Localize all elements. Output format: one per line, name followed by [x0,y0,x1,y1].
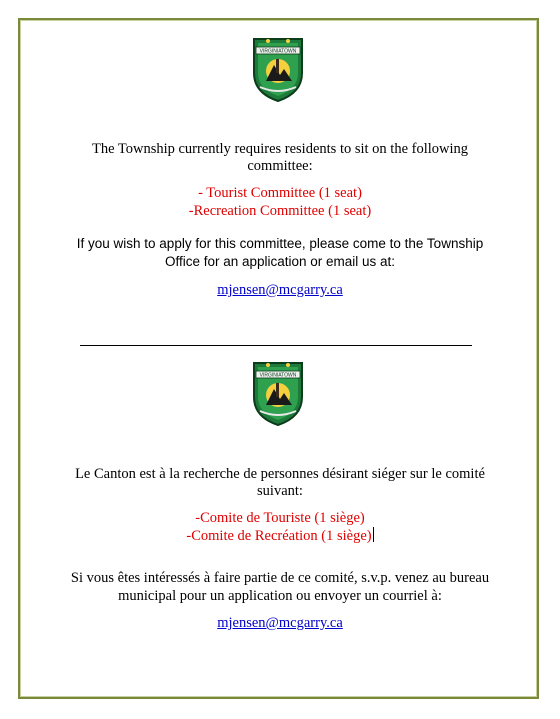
en-intro-line1: The Township currently requires residents to sit on the following [91,141,469,157]
text-cursor [373,527,374,542]
fr-apply-line1: Si vous êtes intéressés à faire partie de ce comité, s.v.p. venez au bureau [70,570,490,586]
fr-committee-2: -Comite de Recréation (1 siège) [186,528,372,544]
fr-apply-line2: municipal pour un application ou envoyer un courriel à: [118,588,442,604]
svg-text:VIRGINIATOWN: VIRGINIATOWN [259,372,297,379]
section-divider [80,345,472,346]
fr-email-link[interactable]: mjensen@mcgarry.ca [217,615,343,631]
fr-committee-1: -Comite de Touriste (1 siège) [195,510,365,526]
en-email-link[interactable]: mjensen@mcgarry.ca [217,282,343,298]
fr-intro-line1: Le Canton est à la recherche de personnes désirant siéger sur le comité [75,466,485,482]
en-committee-1: - Tourist Committee (1 seat) [198,185,362,201]
township-crest-logo-2 [250,357,306,427]
en-apply-line1: If you wish to apply for this committee, please come to the Township [76,236,484,251]
fr-committee-2-row [0,527,560,545]
en-apply-line2: Office for an application or email us at: [164,254,396,269]
svg-text:VIRGINIATOWN: VIRGINIATOWN [259,48,297,55]
fr-intro-line2: suivant: [257,483,303,499]
en-committee-2: -Recreation Committee (1 seat) [188,203,372,219]
township-crest-logo [250,33,306,103]
en-intro-line2: committee: [247,158,313,174]
